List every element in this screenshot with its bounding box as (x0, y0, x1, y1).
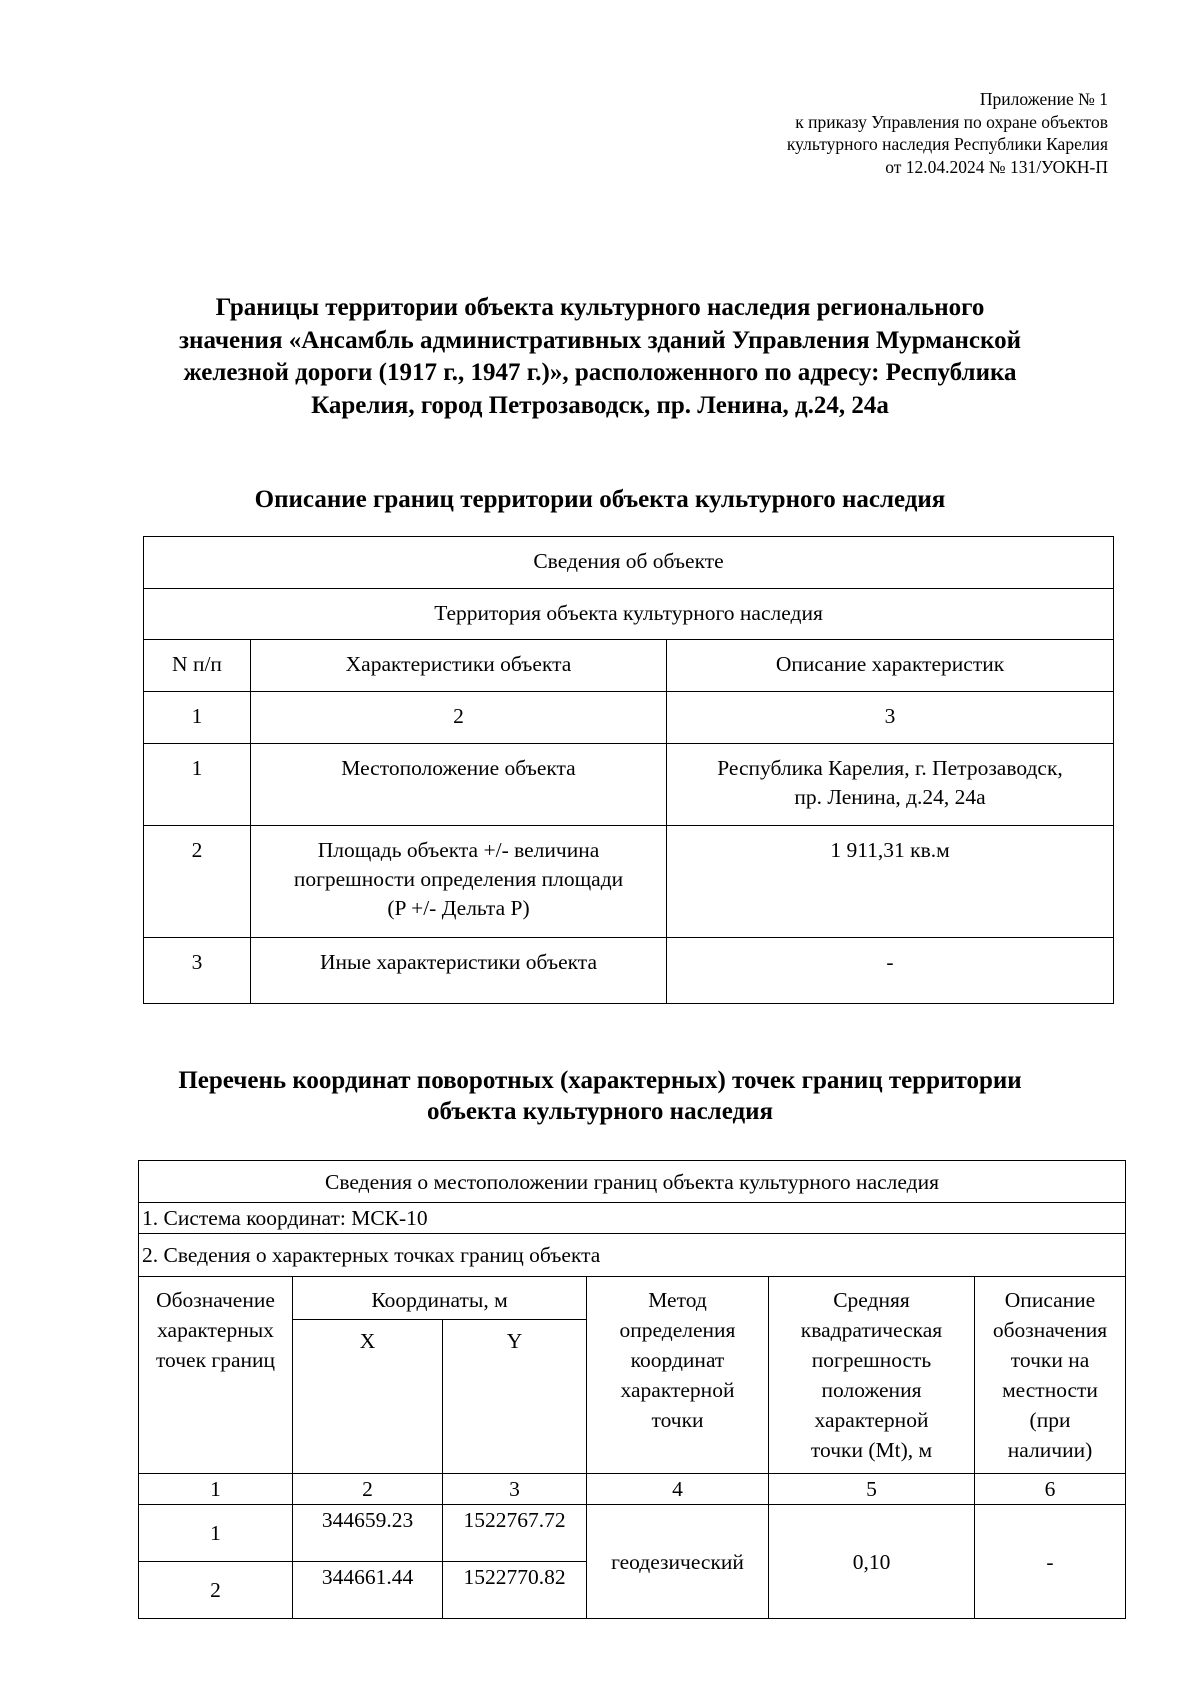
row-char: Иные характеристики объекта (251, 938, 667, 1004)
coord-system-cell: 1. Система координат: МСК-10 (139, 1203, 1126, 1234)
row-char (251, 826, 667, 938)
header-line: координат (630, 1348, 725, 1372)
header-line: характерной (620, 1378, 735, 1402)
header-line: Обозначение (156, 1288, 275, 1312)
row-desc: - (667, 938, 1114, 1004)
header-line: наличии) (1007, 1438, 1093, 1462)
section2-title (140, 1065, 1060, 1127)
table-row (139, 1161, 1126, 1203)
row-num: 3 (144, 938, 251, 1004)
table-row (139, 1277, 1126, 1320)
col-char-header: Характеристики объекта (251, 640, 667, 692)
document-title (140, 292, 1060, 422)
title-line: железной дороги (1917 г., 1947 г.)», расположенного по адресу: Республика (183, 359, 1017, 386)
row-char: Местоположение объекта (251, 744, 667, 826)
row-char-line: (P +/- Дельта P) (387, 896, 530, 920)
header-line: характерной (814, 1408, 929, 1432)
col-index: 2 (251, 692, 667, 744)
col-index: 5 (769, 1474, 975, 1505)
title-line: значения «Ансамбль административных зданий Управления Мурманской (179, 326, 1021, 354)
coordinates-table (138, 1160, 1126, 1619)
header-line: Метод (648, 1288, 707, 1312)
row-char-line: Площадь объекта +/- величина (317, 838, 600, 862)
col-description-header (975, 1277, 1126, 1474)
point-x: 344661.44 (293, 1562, 443, 1619)
appendix-line: к приказу Управления по охране объектов (795, 111, 1108, 132)
table-row (144, 744, 1114, 826)
col-index: 6 (975, 1474, 1126, 1505)
points-info-cell: 2. Сведения о характерных точках границ объекта (139, 1234, 1126, 1277)
col-y-header: Y (443, 1320, 587, 1474)
header-line: квадратическая (800, 1318, 943, 1342)
header-info-cell: Сведения о местоположении границ объекта культурного наследия (139, 1161, 1126, 1203)
col-num-header: N п/п (144, 640, 251, 692)
table-row (144, 938, 1114, 1004)
point-id: 2 (139, 1562, 293, 1619)
header-line: Средняя (833, 1288, 910, 1312)
header-territory-cell: Территория объекта культурного наследия (144, 589, 1114, 640)
col-method-header (587, 1277, 769, 1474)
row-num: 1 (144, 744, 251, 826)
table-row (139, 1234, 1126, 1277)
header-line: положения (821, 1378, 922, 1402)
row-num: 2 (144, 826, 251, 938)
col-error-header (769, 1277, 975, 1474)
header-line: обозначения (992, 1318, 1108, 1342)
row-desc: 1 911,31 кв.м (667, 826, 1114, 938)
point-x: 344659.23 (293, 1505, 443, 1562)
col-index: 3 (667, 692, 1114, 744)
col-index: 3 (443, 1474, 587, 1505)
title-line: Карелия, город Петрозаводск, пр. Ленина, д.24, 24а (311, 391, 889, 419)
table-row (144, 826, 1114, 938)
point-y: 1522770.82 (443, 1562, 587, 1619)
col-x-header: X (293, 1320, 443, 1474)
row-desc-line: пр. Ленина, д.24, 24а (794, 785, 986, 809)
error-cell: 0,10 (769, 1505, 975, 1619)
header-info-cell: Сведения об объекте (144, 537, 1114, 589)
header-line: погрешность (811, 1348, 932, 1372)
header-line: характерных (157, 1318, 274, 1342)
object-description-table (143, 536, 1114, 1004)
header-line: точек границ (155, 1348, 276, 1372)
table-row (139, 1474, 1126, 1505)
table-row (144, 537, 1114, 589)
col-index: 1 (139, 1474, 293, 1505)
header-line: местности (1002, 1378, 1098, 1402)
table-row (139, 1203, 1126, 1234)
table-row (144, 640, 1114, 692)
header-line: точки на (1010, 1348, 1090, 1372)
header-line: определения (619, 1318, 736, 1342)
table-row (144, 589, 1114, 640)
section1-title: Описание границ территории объекта культурного наследия (254, 486, 946, 513)
header-line: точки (Mt), м (810, 1438, 933, 1462)
section2-title-line: объекта культурного наследия (426, 1098, 774, 1125)
row-desc-line: Республика Карелия, г. Петрозаводск, (717, 756, 1063, 780)
header-line: (при (1029, 1408, 1071, 1432)
col-index: 4 (587, 1474, 769, 1505)
title-line: Границы территории объекта культурного наследия регионального (215, 294, 985, 321)
row-char-line: погрешности определения площади (293, 867, 624, 891)
point-y: 1522767.72 (443, 1505, 587, 1562)
table-row (144, 692, 1114, 744)
appendix-line: Приложение № 1 (979, 89, 1108, 109)
header-line: Описание (1004, 1288, 1096, 1312)
row-desc (667, 744, 1114, 826)
point-id: 1 (139, 1505, 293, 1562)
col-coords-header: Координаты, м (293, 1277, 587, 1320)
table-row (139, 1505, 1126, 1562)
col-index: 1 (144, 692, 251, 744)
header-line: точки (651, 1408, 704, 1432)
section2-title-line: Перечень координат поворотных (характерных) точек границ территории (178, 1067, 1022, 1094)
appendix-header (787, 88, 1108, 178)
description-cell: - (975, 1505, 1126, 1619)
method-cell: геодезический (587, 1505, 769, 1619)
col-desc-header: Описание характеристик (667, 640, 1114, 692)
appendix-line: культурного наследия Республики Карелия (786, 134, 1108, 154)
col-designation-header (139, 1277, 293, 1474)
col-index: 2 (293, 1474, 443, 1505)
appendix-line: от 12.04.2024 № 131/УОКН-П (885, 156, 1108, 177)
